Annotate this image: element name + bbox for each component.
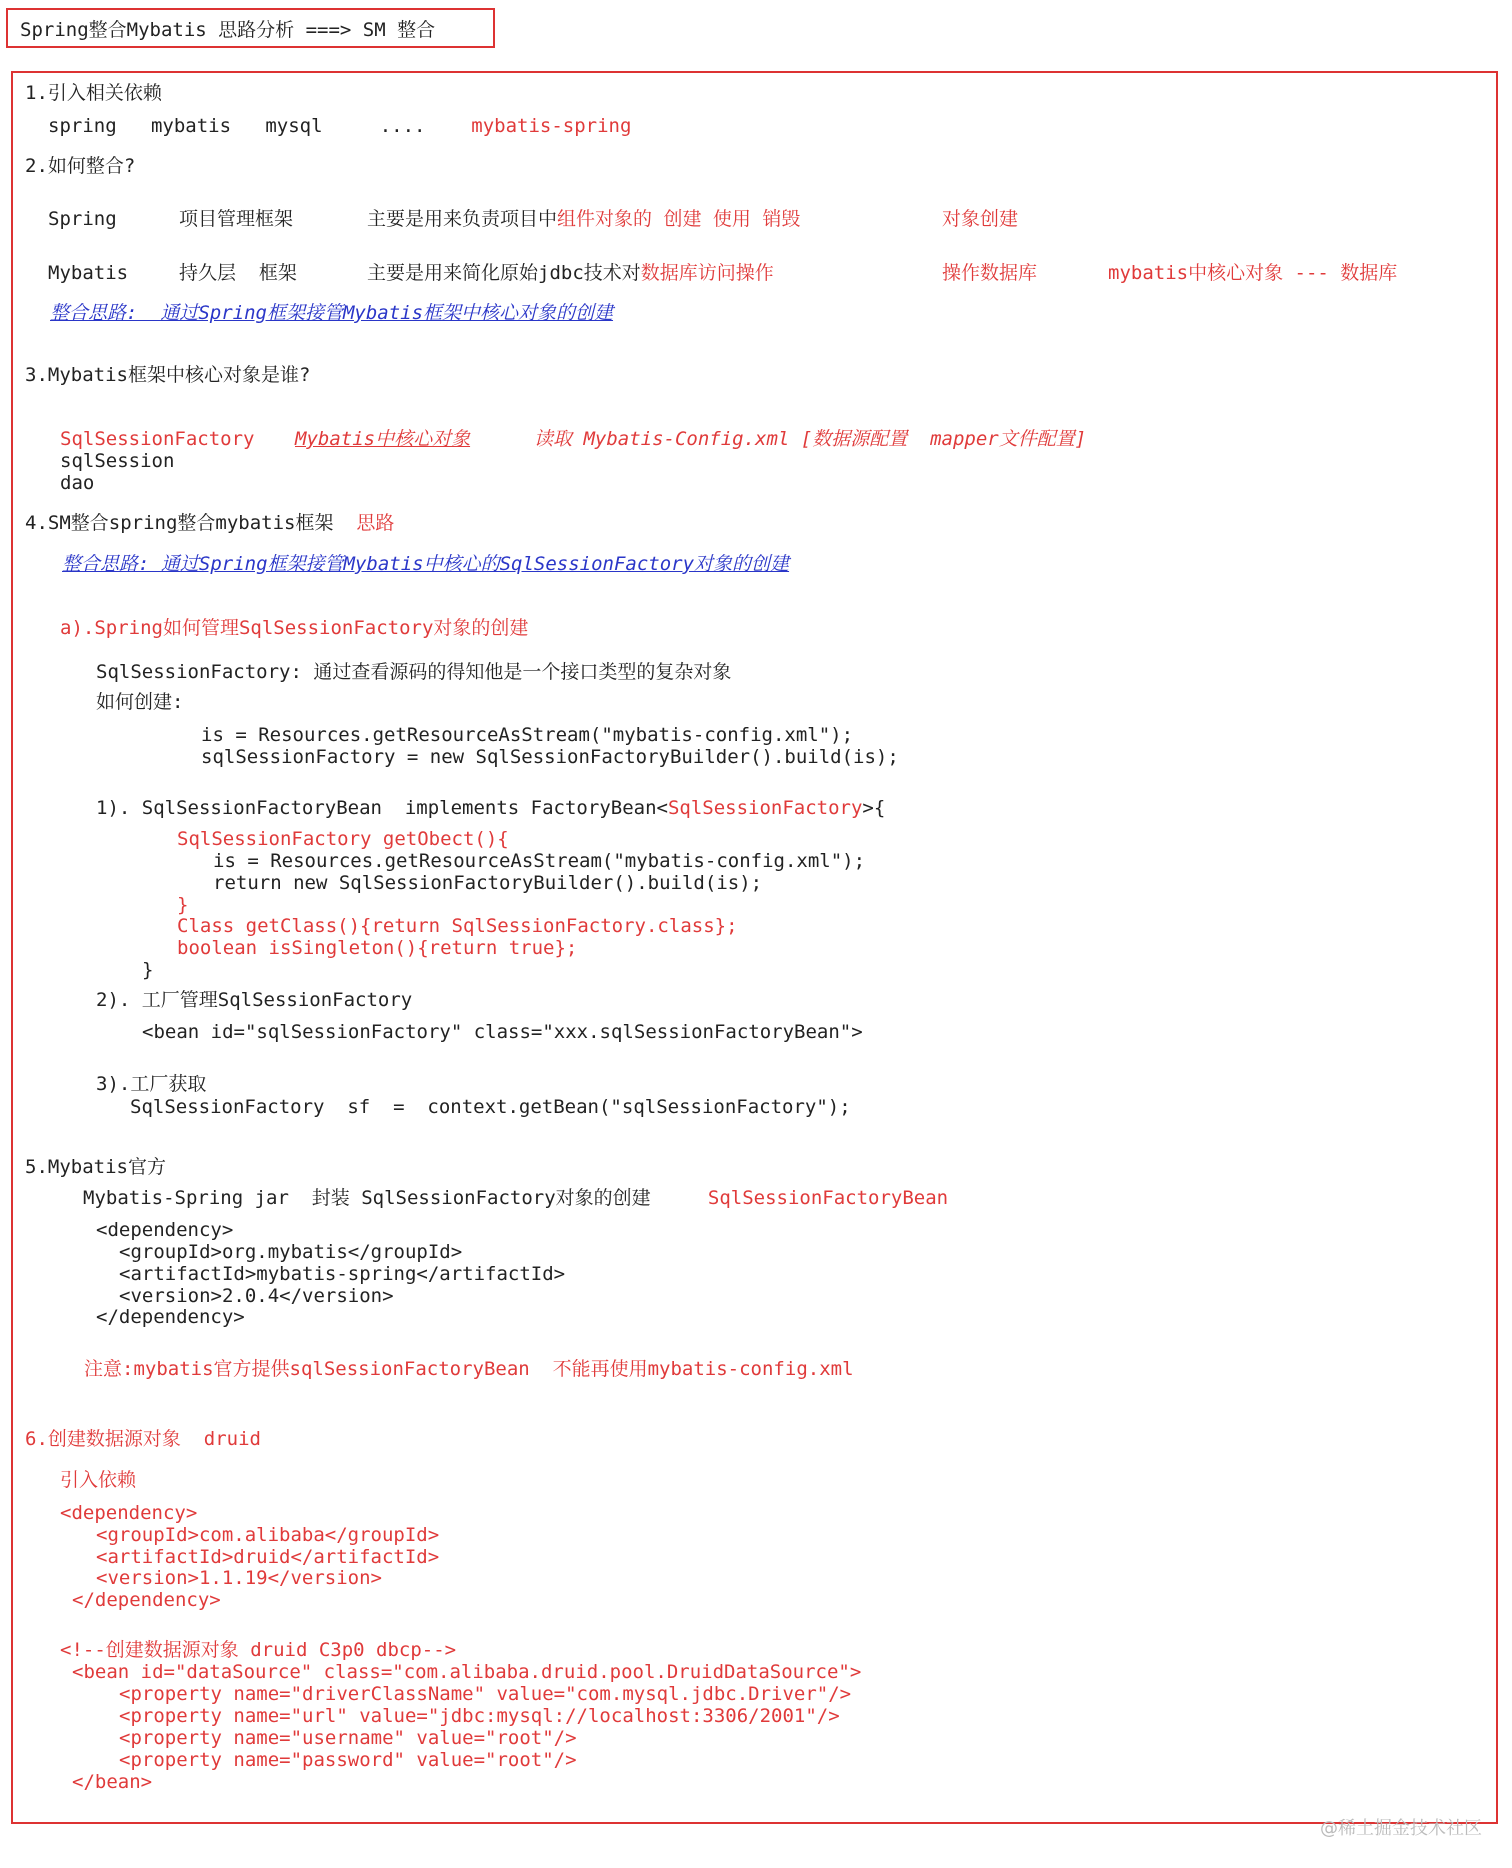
- s2-spring-tail: 对象创建: [942, 208, 1019, 230]
- s4-ssf-desc: SqlSessionFactory: 通过查看源码的得知他是一个接口类型的复杂对象: [96, 661, 732, 683]
- s5-heading: 5.Mybatis官方: [25, 1156, 166, 1178]
- s2-spring-name: Spring: [48, 208, 117, 230]
- s2-mybatis-name: Mybatis: [48, 262, 129, 284]
- s6-heading: 6.创建数据源对象 druid: [25, 1428, 261, 1450]
- s2-mybatis-desc-text: 主要是用来简化原始jdbc技术对: [367, 262, 641, 284]
- s4-step1-a: 1). SqlSessionFactoryBean implements FactoryBean<: [96, 797, 668, 819]
- s4-a-heading: a).Spring如何管理SqlSessionFactory对象的创建: [60, 617, 529, 639]
- s5-jar: [83, 1187, 948, 1209]
- s6-d1: <dependency>: [60, 1502, 198, 1524]
- s5-jar-text: Mybatis-Spring jar 封装 SqlSessionFactory对象的创建: [83, 1187, 708, 1209]
- s4-heading-red: 思路: [356, 512, 395, 534]
- s1-deps-red: mybatis-spring: [471, 115, 632, 137]
- s6-c2: <bean id="dataSource" class="com.alibaba.druid.pool.DruidDataSource">: [72, 1661, 862, 1683]
- s5-d3: <artifactId>mybatis-spring</artifactId>: [119, 1263, 566, 1285]
- s4-m4: }: [177, 894, 189, 916]
- s4-m7: }: [142, 959, 154, 981]
- s3-dao: dao: [60, 472, 95, 494]
- s6-c4: <property name="url" value="jdbc:mysql://localhost:3306/2001"/>: [119, 1705, 840, 1727]
- doc-title: Spring整合Mybatis 思路分析 ===> SM 整合: [6, 8, 495, 48]
- s1-deps: [48, 115, 631, 137]
- s4-m5: Class getClass(){return SqlSessionFactory.class};: [177, 915, 738, 937]
- s3-read: 读取 Mybatis-Config.xml [数据源配置 mapper文件配置]: [534, 428, 1087, 450]
- s4-step1: [96, 797, 885, 819]
- s6-c6: <property name="password" value="root"/>: [119, 1749, 577, 1771]
- s6-dep-title: 引入依赖: [60, 1469, 137, 1491]
- s2-mybatis-kind: 持久层 框架: [179, 262, 297, 284]
- s4-get: SqlSessionFactory sf = context.getBean("sqlSessionFactory");: [130, 1096, 851, 1118]
- s4-m3: return new SqlSessionFactoryBuilder().build(is);: [213, 872, 763, 894]
- s6-c5: <property name="username" value="root"/>: [119, 1727, 577, 1749]
- s2-heading: 2.如何整合?: [25, 155, 136, 177]
- s1-deps-text: spring mybatis mysql ....: [48, 115, 472, 137]
- s4-heading-text: 4.SM整合spring整合mybatis框架: [25, 512, 334, 534]
- s2-mybatis-tail1: 操作数据库: [942, 262, 1038, 284]
- s4-step1-c: >{: [862, 797, 886, 819]
- s2-spring-desc-text: 主要是用来负责项目中: [367, 208, 558, 230]
- s5-d5: </dependency>: [96, 1306, 245, 1328]
- s3-session: sqlSession: [60, 450, 175, 472]
- s3-heading: 3.Mybatis框架中核心对象是谁?: [25, 364, 311, 386]
- s4-step3: 3).工厂获取: [96, 1073, 207, 1095]
- s5-d4: <version>2.0.4</version>: [119, 1285, 394, 1307]
- s3-core: Mybatis中核心对象: [295, 428, 471, 450]
- s5-d2: <groupId>org.mybatis</groupId>: [119, 1241, 463, 1263]
- s4-how: 如何创建:: [96, 691, 184, 713]
- s4-bean: <bean id="sqlSessionFactory" class="xxx.sqlSessionFactoryBean">: [142, 1021, 863, 1043]
- s4-code2: sqlSessionFactory = new SqlSessionFactoryBuilder().build(is);: [201, 746, 899, 768]
- s4-heading: [25, 512, 394, 534]
- s5-note: 注意:mybatis官方提供sqlSessionFactoryBean 不能再使用mybatis-config.xml: [84, 1358, 854, 1380]
- watermark: @稀土掘金技术社区: [1320, 1818, 1482, 1839]
- s2-mybatis-tail2: mybatis中核心对象 --- 数据库: [1108, 262, 1398, 284]
- s4-code1: is = Resources.getResourceAsStream("mybatis-config.xml");: [201, 724, 854, 746]
- s4-step2: 2). 工厂管理SqlSessionFactory: [96, 989, 413, 1011]
- s4-step1-b: SqlSessionFactory: [667, 797, 863, 819]
- s2-spring-desc: [367, 208, 800, 230]
- s6-c1: <!--创建数据源对象 druid C3p0 dbcp-->: [60, 1639, 457, 1661]
- s5-d1: <dependency>: [96, 1219, 234, 1241]
- s4-idea: 整合思路: 通过Spring框架接管Mybatis中核心的SqlSessionFactory对象的创建: [62, 553, 790, 575]
- s6-c3: <property name="driverClassName" value="com.mysql.jdbc.Driver"/>: [119, 1683, 852, 1705]
- s6-c7: </bean>: [72, 1771, 153, 1793]
- s3-ssf: SqlSessionFactory: [60, 428, 255, 450]
- s2-idea: 整合思路: 通过Spring框架接管Mybatis框架中核心对象的创建: [50, 302, 614, 324]
- s1-heading: 1.引入相关依赖: [25, 82, 162, 104]
- s2-spring-desc-red: 组件对象的 创建 使用 销毁: [557, 208, 801, 230]
- s6-d4: <version>1.1.19</version>: [96, 1567, 382, 1589]
- s4-m6: boolean isSingleton(){return true};: [177, 937, 578, 959]
- s6-d5: </dependency>: [72, 1589, 221, 1611]
- s2-mybatis-desc-red: 数据库访问操作: [640, 262, 774, 284]
- s6-d3: <artifactId>druid</artifactId>: [96, 1546, 440, 1568]
- s2-spring-kind: 项目管理框架: [179, 208, 294, 230]
- s5-jar-red: SqlSessionFactoryBean: [707, 1187, 949, 1209]
- s2-mybatis-desc: [367, 262, 774, 284]
- s4-m2: is = Resources.getResourceAsStream("mybatis-config.xml");: [213, 850, 866, 872]
- s4-m1: SqlSessionFactory getObect(){: [177, 828, 509, 850]
- s6-d2: <groupId>com.alibaba</groupId>: [96, 1524, 440, 1546]
